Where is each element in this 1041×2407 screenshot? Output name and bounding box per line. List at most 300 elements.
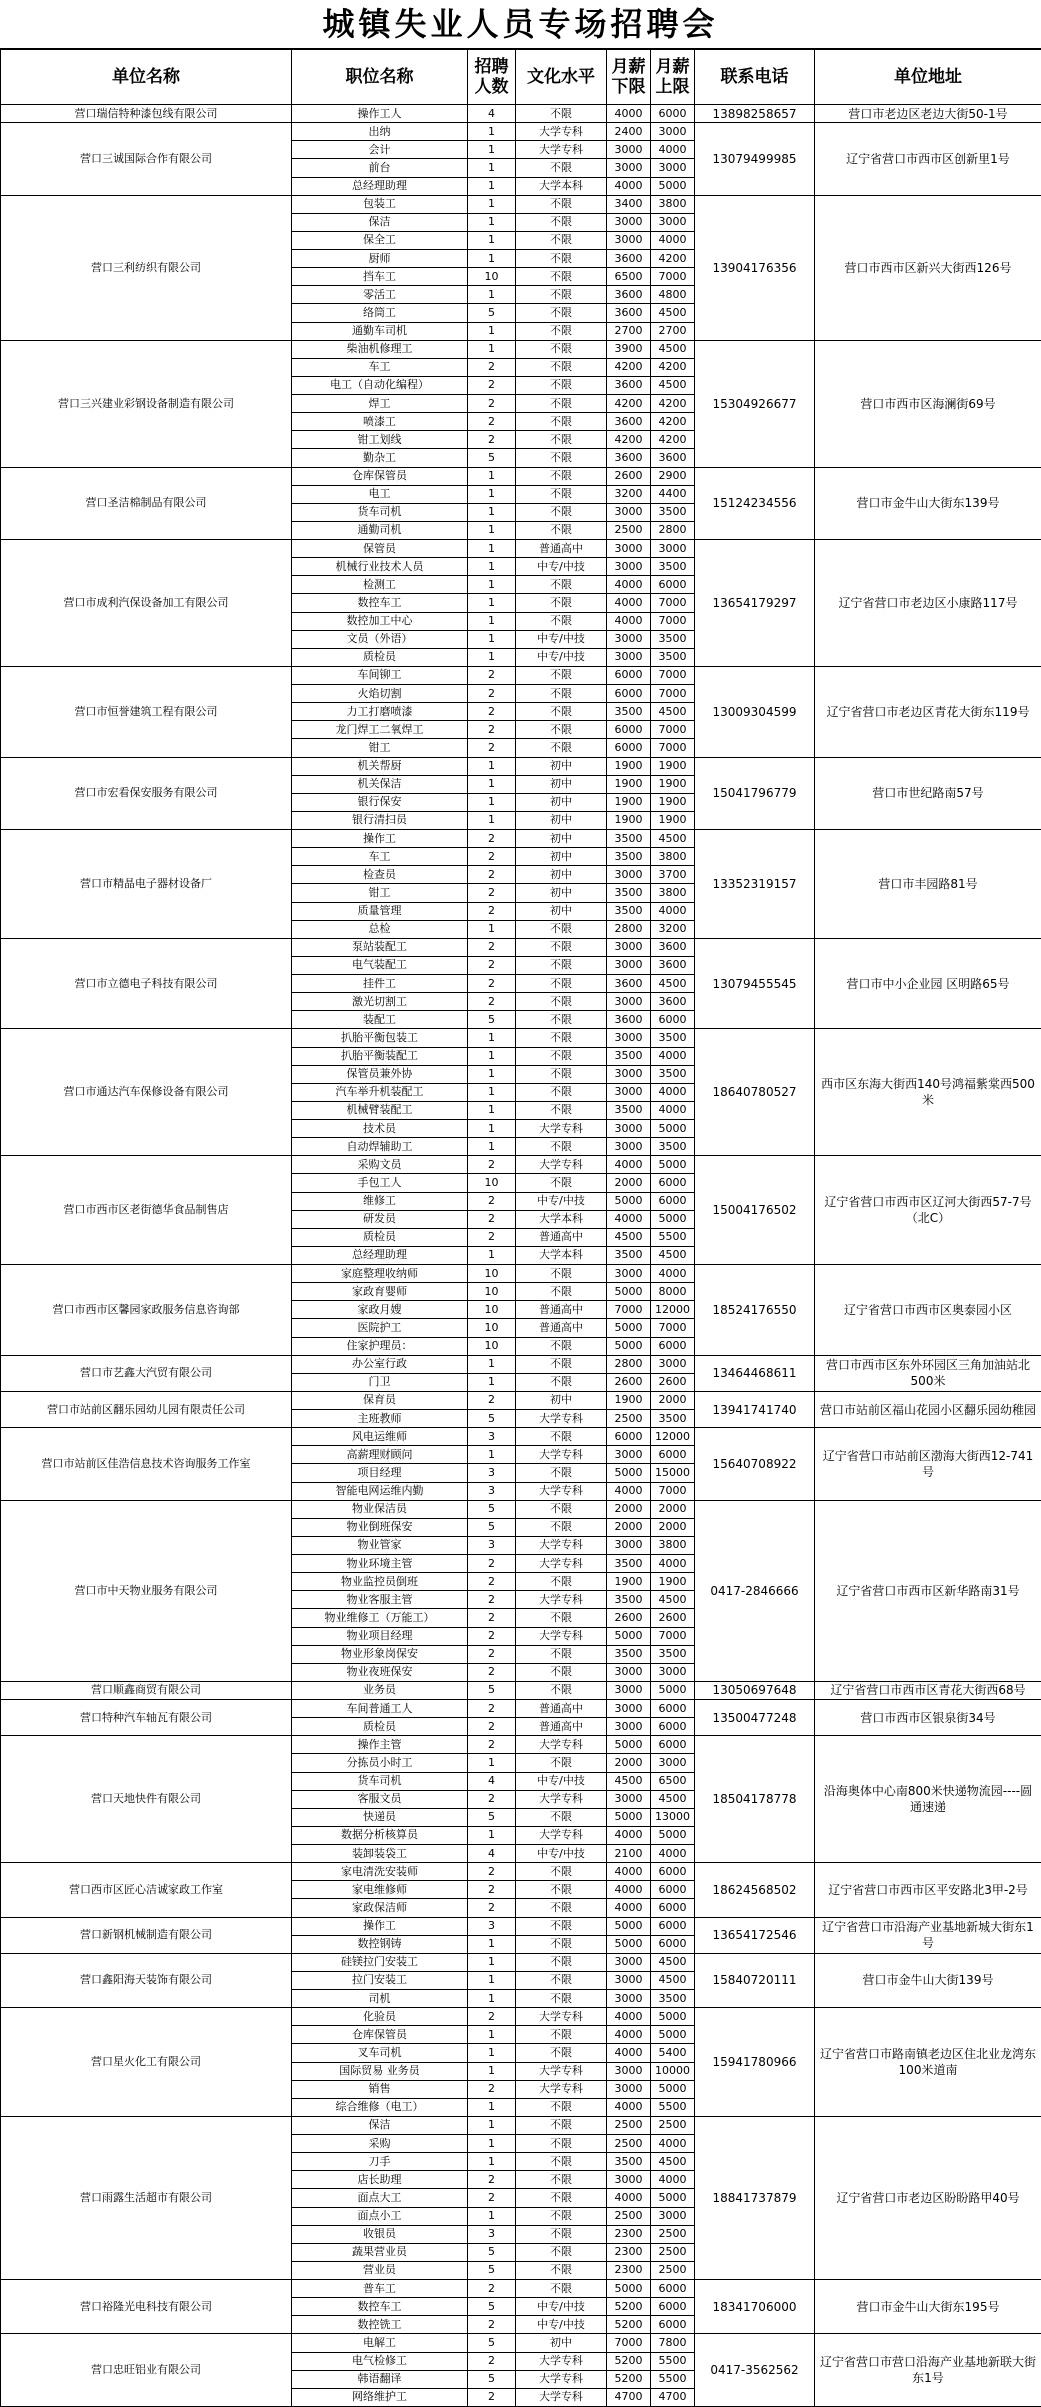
job-count: 2 bbox=[468, 395, 516, 413]
job-salary-max: 7000 bbox=[651, 268, 695, 286]
job-count: 5 bbox=[468, 2334, 516, 2352]
job-count: 2 bbox=[468, 1192, 516, 1210]
job-education: 不限 bbox=[516, 413, 607, 431]
company-name: 营口顺鑫商贸有限公司 bbox=[1, 1681, 292, 1699]
job-education: 不限 bbox=[516, 1047, 607, 1065]
job-position: 货车司机 bbox=[292, 503, 468, 521]
job-salary-min: 2500 bbox=[607, 521, 651, 539]
job-position: 快递员 bbox=[292, 1808, 468, 1826]
job-salary-min: 2500 bbox=[607, 2116, 651, 2134]
company-address: 辽宁省营口市西市区奥泰园小区 bbox=[815, 1265, 1041, 1356]
job-salary-min: 2300 bbox=[607, 2225, 651, 2243]
job-position: 数控车工 bbox=[292, 2298, 468, 2316]
job-salary-min: 4000 bbox=[607, 612, 651, 630]
job-position: 住家护理员： bbox=[292, 1337, 468, 1355]
job-position: 装配工 bbox=[292, 1011, 468, 1029]
job-salary-min: 3000 bbox=[607, 1065, 651, 1083]
job-position: 质检员 bbox=[292, 1228, 468, 1246]
job-position: 电工 bbox=[292, 485, 468, 503]
job-salary-min: 3500 bbox=[607, 884, 651, 902]
job-count: 2 bbox=[468, 1700, 516, 1718]
job-position: 检测工 bbox=[292, 576, 468, 594]
job-position: 操作工人 bbox=[292, 105, 468, 123]
job-education: 大学专科 bbox=[516, 2062, 607, 2080]
job-count: 2 bbox=[468, 1156, 516, 1174]
job-count: 2 bbox=[468, 2171, 516, 2189]
job-salary-min: 2400 bbox=[607, 123, 651, 141]
job-salary-min: 3000 bbox=[607, 648, 651, 666]
job-salary-min: 3500 bbox=[607, 830, 651, 848]
job-education: 不限 bbox=[516, 1863, 607, 1881]
job-education: 中专/中技 bbox=[516, 648, 607, 666]
job-salary-min: 2000 bbox=[607, 1174, 651, 1192]
job-education: 不限 bbox=[516, 2243, 607, 2261]
company-address: 辽宁省营口市西市区平安路北3甲-2号 bbox=[815, 1863, 1041, 1917]
job-salary-max: 3800 bbox=[651, 848, 695, 866]
job-position: 办公室行政 bbox=[292, 1355, 468, 1373]
job-education: 普通高中 bbox=[516, 1718, 607, 1736]
job-position: 物业项目经理 bbox=[292, 1627, 468, 1645]
job-salary-min: 4000 bbox=[607, 2044, 651, 2062]
job-salary-max: 2500 bbox=[651, 2261, 695, 2279]
job-count: 2 bbox=[468, 2189, 516, 2207]
job-salary-max: 5000 bbox=[651, 2189, 695, 2207]
job-education: 不限 bbox=[516, 231, 607, 249]
job-salary-max: 15000 bbox=[651, 1464, 695, 1482]
job-education: 不限 bbox=[516, 1283, 607, 1301]
job-salary-max: 6500 bbox=[651, 1772, 695, 1790]
job-salary-max: 5000 bbox=[651, 2026, 695, 2044]
job-salary-max: 3500 bbox=[651, 1065, 695, 1083]
job-education: 不限 bbox=[516, 1681, 607, 1699]
job-education: 中专/中技 bbox=[516, 2316, 607, 2334]
job-salary-min: 4000 bbox=[607, 1826, 651, 1844]
job-count: 5 bbox=[468, 2370, 516, 2388]
job-count: 1 bbox=[468, 141, 516, 159]
header-salary-max: 月薪上限 bbox=[651, 50, 695, 105]
job-count: 2 bbox=[468, 1210, 516, 1228]
job-salary-max: 3800 bbox=[651, 195, 695, 213]
company-name: 营口市通达汽车保修设备有限公司 bbox=[1, 1029, 292, 1156]
job-salary-max: 3500 bbox=[651, 503, 695, 521]
job-count: 3 bbox=[468, 2225, 516, 2243]
job-count: 2 bbox=[468, 1645, 516, 1663]
job-education: 不限 bbox=[516, 1609, 607, 1627]
job-position: 机械臂装配工 bbox=[292, 1101, 468, 1119]
job-count: 1 bbox=[468, 2044, 516, 2062]
job-count: 1 bbox=[468, 521, 516, 539]
job-salary-max: 4200 bbox=[651, 395, 695, 413]
job-salary-min: 3000 bbox=[607, 1663, 651, 1681]
company-address: 营口市站前区福山花园小区翻乐园幼稚园 bbox=[815, 1391, 1041, 1427]
job-count: 5 bbox=[468, 449, 516, 467]
company-phone: 0417-3562562 bbox=[695, 2334, 815, 2407]
job-salary-max: 6000 bbox=[651, 1192, 695, 1210]
job-count: 1 bbox=[468, 1373, 516, 1391]
job-education: 大学专科 bbox=[516, 2370, 607, 2388]
job-salary-min: 3500 bbox=[607, 2153, 651, 2171]
job-position: 会计 bbox=[292, 141, 468, 159]
header-count: 招聘人数 bbox=[468, 50, 516, 105]
job-position: 采购 bbox=[292, 2135, 468, 2153]
job-count: 1 bbox=[468, 2153, 516, 2171]
job-education: 中专/中技 bbox=[516, 558, 607, 576]
job-position: 力工打磨喷漆 bbox=[292, 703, 468, 721]
job-position: 物业夜班保安 bbox=[292, 1663, 468, 1681]
job-salary-max: 6000 bbox=[651, 1700, 695, 1718]
job-count: 1 bbox=[468, 2026, 516, 2044]
job-position: 激光切割工 bbox=[292, 993, 468, 1011]
page-title: 城镇失业人员专场招聘会 bbox=[0, 0, 1041, 49]
job-salary-max: 3500 bbox=[651, 1029, 695, 1047]
job-position: 数控加工中心 bbox=[292, 612, 468, 630]
job-salary-min: 2300 bbox=[607, 2243, 651, 2261]
job-position: 医院护工 bbox=[292, 1319, 468, 1337]
job-education: 不限 bbox=[516, 431, 607, 449]
job-count: 2 bbox=[468, 2008, 516, 2026]
job-count: 2 bbox=[468, 848, 516, 866]
job-salary-max: 3500 bbox=[651, 1990, 695, 2008]
job-position: 家政保洁师 bbox=[292, 1899, 468, 1917]
job-count: 5 bbox=[468, 2261, 516, 2279]
job-count: 1 bbox=[468, 630, 516, 648]
job-count: 2 bbox=[468, 1555, 516, 1573]
company-phone: 18341706000 bbox=[695, 2280, 815, 2334]
job-education: 不限 bbox=[516, 195, 607, 213]
job-position: 客服文员 bbox=[292, 1790, 468, 1808]
job-salary-max: 5000 bbox=[651, 1156, 695, 1174]
job-salary-min: 4200 bbox=[607, 431, 651, 449]
job-salary-min: 3000 bbox=[607, 231, 651, 249]
job-salary-min: 3600 bbox=[607, 1011, 651, 1029]
job-count: 2 bbox=[468, 358, 516, 376]
job-education: 大学本科 bbox=[516, 1246, 607, 1264]
job-count: 2 bbox=[468, 2280, 516, 2298]
company-address: 辽宁省营口市西市区青花大街西68号 bbox=[815, 1681, 1041, 1699]
job-position: 研发员 bbox=[292, 1210, 468, 1228]
job-salary-max: 2000 bbox=[651, 1391, 695, 1409]
job-salary-max: 6000 bbox=[651, 1899, 695, 1917]
job-count: 5 bbox=[468, 1011, 516, 1029]
company-phone: 18524176550 bbox=[695, 1265, 815, 1356]
company-address: 辽宁省营口市西市区新华路南31号 bbox=[815, 1500, 1041, 1681]
job-position: 电工（自动化编程） bbox=[292, 376, 468, 394]
job-education: 不限 bbox=[516, 1373, 607, 1391]
job-salary-max: 6000 bbox=[651, 2298, 695, 2316]
job-salary-max: 5000 bbox=[651, 1210, 695, 1228]
job-salary-max: 7000 bbox=[651, 666, 695, 684]
job-salary-min: 7000 bbox=[607, 1301, 651, 1319]
job-salary-max: 5500 bbox=[651, 2098, 695, 2116]
company-phone: 18841737879 bbox=[695, 2116, 815, 2279]
job-count: 4 bbox=[468, 1845, 516, 1863]
job-position: 挡车工 bbox=[292, 268, 468, 286]
job-education: 大学专科 bbox=[516, 1410, 607, 1428]
job-salary-min: 4000 bbox=[607, 1156, 651, 1174]
job-education: 不限 bbox=[516, 2225, 607, 2243]
job-salary-max: 3000 bbox=[651, 1663, 695, 1681]
job-education: 不限 bbox=[516, 503, 607, 521]
job-count: 1 bbox=[468, 177, 516, 195]
job-education: 初中 bbox=[516, 902, 607, 920]
company-address: 辽宁省营口市老边区青花大街东119号 bbox=[815, 666, 1041, 757]
job-count: 1 bbox=[468, 648, 516, 666]
job-position: 保全工 bbox=[292, 231, 468, 249]
job-count: 2 bbox=[468, 938, 516, 956]
job-salary-max: 6000 bbox=[651, 1718, 695, 1736]
job-position: 出纳 bbox=[292, 123, 468, 141]
company-name: 营口星火化工有限公司 bbox=[1, 2008, 292, 2117]
job-salary-min: 3000 bbox=[607, 1138, 651, 1156]
job-count: 2 bbox=[468, 993, 516, 1011]
job-position: 物业监控员倒班 bbox=[292, 1573, 468, 1591]
job-salary-min: 3000 bbox=[607, 938, 651, 956]
job-row bbox=[1, 2280, 1041, 2298]
job-count: 2 bbox=[468, 666, 516, 684]
header-phone: 联系电话 bbox=[695, 50, 815, 105]
job-salary-max: 5000 bbox=[651, 177, 695, 195]
job-salary-max: 6000 bbox=[651, 1736, 695, 1754]
job-salary-min: 3900 bbox=[607, 340, 651, 358]
job-position: 车间铆工 bbox=[292, 666, 468, 684]
job-education: 大学专科 bbox=[516, 2352, 607, 2370]
job-salary-max: 2900 bbox=[651, 467, 695, 485]
job-salary-max: 3700 bbox=[651, 866, 695, 884]
job-education: 不限 bbox=[516, 467, 607, 485]
job-salary-min: 4000 bbox=[607, 594, 651, 612]
job-row bbox=[1, 1681, 1041, 1699]
company-phone: 13654172546 bbox=[695, 1917, 815, 1953]
company-name: 营口市精晶电子器材设备厂 bbox=[1, 830, 292, 939]
job-count: 1 bbox=[468, 1990, 516, 2008]
job-count: 1 bbox=[468, 920, 516, 938]
job-position: 装卸装袋工 bbox=[292, 1845, 468, 1863]
job-education: 大学专科 bbox=[516, 2080, 607, 2098]
job-education: 普通高中 bbox=[516, 1301, 607, 1319]
job-education: 不限 bbox=[516, 721, 607, 739]
job-position: 物业保洁员 bbox=[292, 1500, 468, 1518]
job-position: 检查员 bbox=[292, 866, 468, 884]
job-row bbox=[1, 1953, 1041, 1971]
job-salary-min: 3000 bbox=[607, 1681, 651, 1699]
company-name: 营口三利纺织有限公司 bbox=[1, 195, 292, 340]
company-phone: 13941741740 bbox=[695, 1391, 815, 1427]
job-count: 1 bbox=[468, 286, 516, 304]
job-position: 物业环境主管 bbox=[292, 1555, 468, 1573]
job-education: 不限 bbox=[516, 1971, 607, 1989]
job-salary-max: 1900 bbox=[651, 811, 695, 829]
job-salary-max: 2500 bbox=[651, 2225, 695, 2243]
job-salary-max: 7000 bbox=[651, 739, 695, 757]
job-salary-max: 3800 bbox=[651, 884, 695, 902]
company-phone: 15304926677 bbox=[695, 340, 815, 467]
job-education: 不限 bbox=[516, 1065, 607, 1083]
job-salary-min: 3600 bbox=[607, 449, 651, 467]
job-position: 家电清洗安装师 bbox=[292, 1863, 468, 1881]
job-education: 不限 bbox=[516, 2116, 607, 2134]
job-education: 不限 bbox=[516, 1899, 607, 1917]
job-education: 不限 bbox=[516, 685, 607, 703]
job-count: 1 bbox=[468, 2062, 516, 2080]
job-education: 不限 bbox=[516, 2207, 607, 2225]
job-salary-min: 6000 bbox=[607, 666, 651, 684]
job-salary-min: 3000 bbox=[607, 1446, 651, 1464]
job-salary-max: 4000 bbox=[651, 1845, 695, 1863]
job-education: 不限 bbox=[516, 1953, 607, 1971]
job-row bbox=[1, 1391, 1041, 1409]
company-name: 营口新钢机械制造有限公司 bbox=[1, 1917, 292, 1953]
job-salary-max: 3000 bbox=[651, 123, 695, 141]
job-count: 10 bbox=[468, 1301, 516, 1319]
job-position: 智能电网运维内勤 bbox=[292, 1482, 468, 1500]
job-salary-min: 2300 bbox=[607, 2261, 651, 2279]
job-count: 2 bbox=[468, 1391, 516, 1409]
job-salary-min: 3000 bbox=[607, 1718, 651, 1736]
job-salary-min: 3000 bbox=[607, 213, 651, 231]
job-count: 1 bbox=[468, 540, 516, 558]
header-salary-min: 月薪下限 bbox=[607, 50, 651, 105]
job-education: 大学专科 bbox=[516, 1120, 607, 1138]
job-salary-max: 4500 bbox=[651, 376, 695, 394]
job-count: 5 bbox=[468, 2243, 516, 2261]
job-position: 营业员 bbox=[292, 2261, 468, 2279]
job-salary-min: 3600 bbox=[607, 975, 651, 993]
job-salary-min: 3500 bbox=[607, 1047, 651, 1065]
job-count: 2 bbox=[468, 2388, 516, 2406]
job-education: 不限 bbox=[516, 1337, 607, 1355]
job-salary-max: 7000 bbox=[651, 1319, 695, 1337]
job-salary-min: 3000 bbox=[607, 2171, 651, 2189]
job-count: 1 bbox=[468, 1246, 516, 1264]
job-education: 不限 bbox=[516, 1174, 607, 1192]
job-salary-min: 3000 bbox=[607, 1083, 651, 1101]
job-count: 2 bbox=[468, 2316, 516, 2334]
job-education: 不限 bbox=[516, 376, 607, 394]
job-position: 钳工划线 bbox=[292, 431, 468, 449]
job-position: 网络维护工 bbox=[292, 2388, 468, 2406]
job-count: 1 bbox=[468, 1446, 516, 1464]
job-education: 不限 bbox=[516, 1265, 607, 1283]
job-salary-max: 6000 bbox=[651, 1881, 695, 1899]
job-count: 10 bbox=[468, 1174, 516, 1192]
job-count: 1 bbox=[468, 1047, 516, 1065]
job-position: 拉门安装工 bbox=[292, 1971, 468, 1989]
job-salary-max: 2000 bbox=[651, 1518, 695, 1536]
job-count: 1 bbox=[468, 195, 516, 213]
job-salary-min: 4000 bbox=[607, 2026, 651, 2044]
job-position: 柴油机修理工 bbox=[292, 340, 468, 358]
job-count: 3 bbox=[468, 1428, 516, 1446]
job-count: 1 bbox=[468, 2116, 516, 2134]
job-education: 不限 bbox=[516, 1917, 607, 1935]
job-education: 不限 bbox=[516, 1011, 607, 1029]
job-position: 总经理助理 bbox=[292, 1246, 468, 1264]
company-name: 营口市宏看保安服务有限公司 bbox=[1, 757, 292, 830]
job-salary-min: 1900 bbox=[607, 1391, 651, 1409]
job-position: 门卫 bbox=[292, 1373, 468, 1391]
job-position: 物业维修工（万能工） bbox=[292, 1609, 468, 1627]
job-salary-min: 2000 bbox=[607, 1500, 651, 1518]
job-position: 家政月嫂 bbox=[292, 1301, 468, 1319]
job-salary-min: 5200 bbox=[607, 2370, 651, 2388]
job-salary-max: 3600 bbox=[651, 449, 695, 467]
job-salary-max: 3000 bbox=[651, 540, 695, 558]
job-salary-max: 7800 bbox=[651, 2334, 695, 2352]
job-count: 1 bbox=[468, 1953, 516, 1971]
job-education: 不限 bbox=[516, 213, 607, 231]
job-salary-max: 6000 bbox=[651, 1337, 695, 1355]
job-count: 2 bbox=[468, 902, 516, 920]
job-position: 国际贸易 业务员 bbox=[292, 2062, 468, 2080]
recruitment-table bbox=[0, 49, 1041, 2407]
job-count: 5 bbox=[468, 2298, 516, 2316]
job-salary-max: 4000 bbox=[651, 231, 695, 249]
company-address: 营口市西市区东外环园区三角加油站北500米 bbox=[815, 1355, 1041, 1391]
job-position: 龙门焊工二氧焊工 bbox=[292, 721, 468, 739]
company-name: 营口天地快件有限公司 bbox=[1, 1736, 292, 1863]
company-address: 辽宁省营口市路南镇老边区住北业龙湾东100米道南 bbox=[815, 2008, 1041, 2117]
job-salary-min: 5000 bbox=[607, 1736, 651, 1754]
job-position: 通勤司机 bbox=[292, 521, 468, 539]
job-salary-max: 1900 bbox=[651, 793, 695, 811]
company-phone: 0417-2846666 bbox=[695, 1500, 815, 1681]
job-position: 家电维修师 bbox=[292, 1881, 468, 1899]
job-salary-max: 2800 bbox=[651, 521, 695, 539]
job-education: 不限 bbox=[516, 358, 607, 376]
job-position: 勤杂工 bbox=[292, 449, 468, 467]
job-education: 不限 bbox=[516, 2280, 607, 2298]
job-education: 大学专科 bbox=[516, 1826, 607, 1844]
job-row bbox=[1, 1700, 1041, 1718]
job-count: 10 bbox=[468, 268, 516, 286]
job-count: 1 bbox=[468, 1754, 516, 1772]
company-phone: 13050697648 bbox=[695, 1681, 815, 1699]
job-salary-min: 6000 bbox=[607, 739, 651, 757]
company-phone: 18624568502 bbox=[695, 1863, 815, 1917]
job-salary-min: 4500 bbox=[607, 1772, 651, 1790]
job-position: 保育员 bbox=[292, 1391, 468, 1409]
job-count: 2 bbox=[468, 1718, 516, 1736]
company-phone: 15840720111 bbox=[695, 1953, 815, 2007]
job-position: 分拣员小时工 bbox=[292, 1754, 468, 1772]
company-phone: 13654179297 bbox=[695, 540, 815, 667]
job-position: 面点小工 bbox=[292, 2207, 468, 2225]
job-salary-max: 4000 bbox=[651, 902, 695, 920]
job-position: 总经理助理 bbox=[292, 177, 468, 195]
job-salary-max: 3000 bbox=[651, 213, 695, 231]
job-position: 电气装配工 bbox=[292, 956, 468, 974]
job-education: 不限 bbox=[516, 739, 607, 757]
company-phone: 13352319157 bbox=[695, 830, 815, 939]
job-row bbox=[1, 1917, 1041, 1935]
job-salary-max: 4500 bbox=[651, 1246, 695, 1264]
job-education: 大学专科 bbox=[516, 1790, 607, 1808]
job-position: 技术员 bbox=[292, 1120, 468, 1138]
job-position: 项目经理 bbox=[292, 1464, 468, 1482]
job-row bbox=[1, 2116, 1041, 2134]
job-salary-min: 5000 bbox=[607, 1935, 651, 1953]
job-position: 保洁 bbox=[292, 213, 468, 231]
job-salary-min: 5000 bbox=[607, 2280, 651, 2298]
job-salary-max: 4000 bbox=[651, 2171, 695, 2189]
company-address: 营口市中小企业园 区明路65号 bbox=[815, 938, 1041, 1029]
job-education: 不限 bbox=[516, 993, 607, 1011]
job-education: 中专/中技 bbox=[516, 630, 607, 648]
company-address: 辽宁省营口市沿海产业基地新城大街东1号 bbox=[815, 1917, 1041, 1953]
job-salary-max: 4200 bbox=[651, 413, 695, 431]
job-count: 2 bbox=[468, 703, 516, 721]
company-address: 营口市金牛山大街139号 bbox=[815, 1953, 1041, 2007]
